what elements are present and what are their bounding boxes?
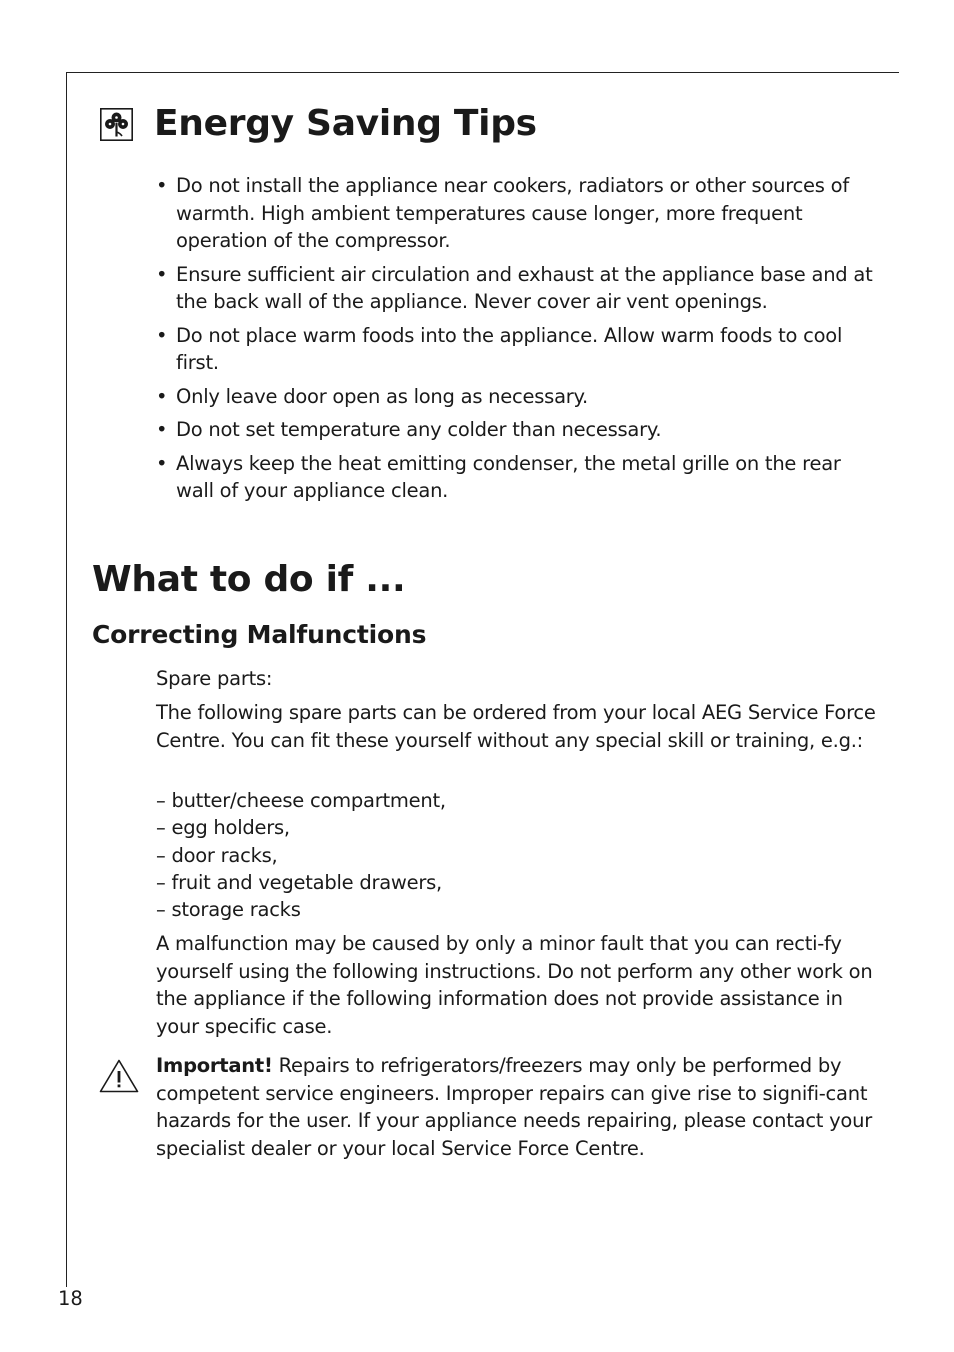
spare-parts-list	[156, 787, 446, 923]
list-item: – door racks,	[156, 843, 278, 867]
warning-label: Important!	[156, 1054, 273, 1077]
bullet: •	[156, 323, 168, 347]
list-item: – storage racks	[156, 898, 301, 922]
list-item: – fruit and vegetable drawers,	[156, 870, 442, 894]
list-item: – egg holders,	[156, 816, 290, 840]
list-item	[156, 383, 876, 411]
what-to-do-title: What to do if ...	[92, 559, 406, 600]
tip-text: Only leave door open as long as necessary.	[176, 384, 588, 408]
energy-tips-list	[156, 172, 876, 511]
spare-parts-label: Spare parts:	[156, 667, 273, 690]
shamrock-icon	[100, 108, 133, 141]
bullet: •	[156, 384, 168, 408]
list-item: – butter/cheese compartment,	[156, 789, 446, 812]
bullet: •	[156, 451, 168, 475]
top-rule	[66, 72, 899, 73]
warning-paragraph	[156, 1052, 878, 1162]
list-item	[156, 416, 876, 444]
malfunction-paragraph: A malfunction may be caused by only a minor fault that you can recti-fy yourself using the following instructions. Do not perform any other work on the appliance if the following information does not provide assistance in your specific case.	[156, 932, 873, 1038]
bullet: •	[156, 262, 168, 286]
list-item	[156, 322, 876, 377]
warning-text: Repairs to refrigerators/freezers may only be performed by competent service engineers. Improper repairs can give rise to signifi-cant hazards for the user. If your appliance needs repairing, please contact your specialist dealer or your local Service Force Centre.	[156, 1054, 872, 1160]
page-number: 18	[58, 1287, 83, 1310]
list-item	[156, 261, 876, 316]
tip-text: Do not set temperature any colder than necessary.	[176, 418, 662, 441]
left-margin-rule	[66, 72, 67, 1287]
bullet: •	[156, 174, 168, 197]
tip-text: Do not install the appliance near cookers, radiators or other sources of warmth. High ambient temperatures cause longer, more frequent operation of the compressor.	[176, 174, 849, 252]
spare-parts-intro: The following spare parts can be ordered from your local AEG Service Force Centre. You can fit these yourself without any special skill or training, e.g.:	[156, 701, 876, 752]
bullet: •	[156, 418, 168, 441]
correcting-malfunctions-heading: Correcting Malfunctions	[92, 620, 427, 649]
tip-text: Ensure sufficient air circulation and exhaust at the appliance base and at the back wall of the appliance. Never cover air vent openings.	[176, 262, 873, 313]
tip-text: Do not place warm foods into the appliance. Allow warm foods to cool first.	[176, 323, 843, 374]
list-item	[156, 450, 876, 505]
tip-text: Always keep the heat emitting condenser, the metal grille on the rear wall of your appliance clean.	[176, 451, 841, 502]
list-item	[156, 172, 876, 255]
warning-triangle-icon	[98, 1058, 140, 1094]
energy-saving-title: Energy Saving Tips	[154, 103, 537, 144]
